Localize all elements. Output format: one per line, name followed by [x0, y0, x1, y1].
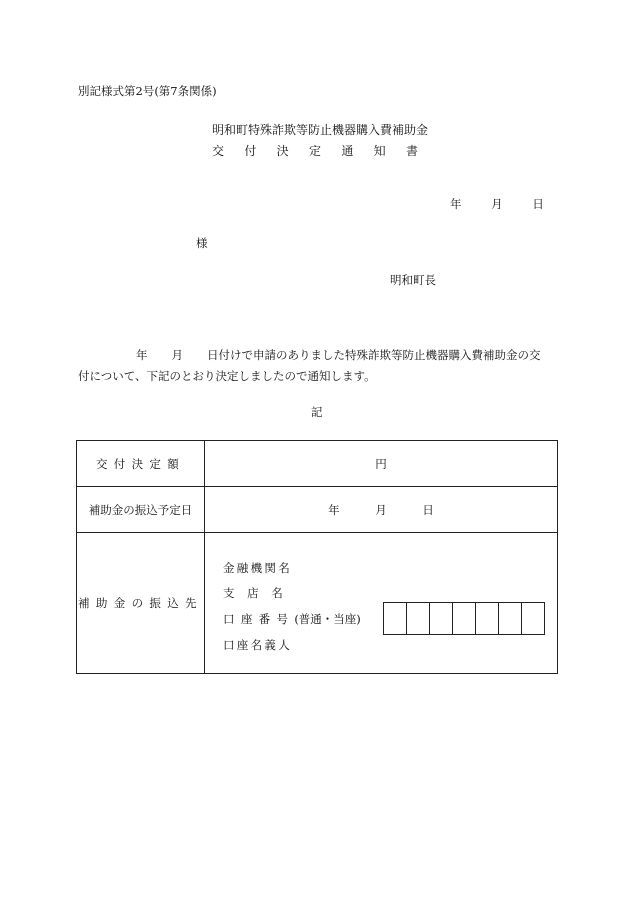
- issue-date-day: 日: [532, 197, 544, 211]
- amount-unit: 円: [375, 456, 387, 471]
- title-char: 通: [341, 144, 354, 158]
- account-digit-box[interactable]: [521, 602, 545, 635]
- table-row: [77, 487, 558, 533]
- body-text-line2: 付について、下記のとおり決定しましたので通知します。: [78, 369, 376, 383]
- account-number-label: 口座番号(普通・当座): [223, 612, 361, 626]
- record-heading: 記: [311, 405, 323, 419]
- table-row: [77, 441, 558, 487]
- decision-details-table: [76, 440, 558, 674]
- account-holder-label: 口座名義人: [223, 638, 292, 652]
- amount-label: 交付決定額: [95, 456, 186, 471]
- transfer-dest-cell: [205, 533, 558, 674]
- branch-label: 支店名: [223, 586, 296, 600]
- addressee-suffix: 様: [196, 236, 208, 250]
- issuer-name: 明和町長: [390, 273, 436, 287]
- amount-label-cell: [77, 441, 205, 487]
- title-char: 付: [244, 144, 257, 158]
- account-digit-box[interactable]: [406, 602, 430, 635]
- issue-date-month: 月: [491, 197, 503, 211]
- transfer-date-day: 日: [422, 502, 434, 517]
- account-type: (普通・当座): [294, 612, 361, 626]
- account-digit-box[interactable]: [452, 602, 476, 635]
- body-text-line1: [136, 350, 541, 362]
- transfer-dest-label-cell: [77, 533, 205, 674]
- table-row: [77, 533, 558, 674]
- bank-name-label: 金融機関名: [223, 561, 292, 575]
- account-digit-box[interactable]: [475, 602, 499, 635]
- document-title-line1: 明和町特殊詐欺等防止機器購入費補助金: [212, 123, 429, 137]
- account-number-boxes: [383, 602, 545, 635]
- form-number-label: 別記様式第2号(第7条関係): [78, 84, 217, 98]
- transfer-date-month: 月: [375, 502, 387, 517]
- body-line1-rest: 日付けで申請のありました特殊詐欺等防止機器購入費補助金の交: [207, 348, 541, 362]
- account-digit-box[interactable]: [383, 602, 407, 635]
- body-year: 年: [136, 348, 148, 362]
- transfer-dest-label: 補助金の振込先: [78, 596, 203, 610]
- transfer-date-year: 年: [328, 502, 340, 517]
- title-char: 決: [276, 144, 289, 158]
- transfer-date-label-cell: [77, 487, 205, 533]
- transfer-date-label: 補助金の振込予定日: [88, 502, 193, 517]
- document-title-line2: [212, 145, 418, 157]
- title-char: 書: [405, 144, 418, 158]
- issue-date: [450, 199, 570, 211]
- title-char: 交: [212, 144, 225, 158]
- account-digit-box[interactable]: [498, 602, 522, 635]
- title-char: 定: [308, 144, 321, 158]
- transfer-date-cell: [205, 487, 558, 533]
- title-char: 知: [373, 144, 386, 158]
- amount-value-cell: [205, 441, 558, 487]
- account-digit-box[interactable]: [429, 602, 453, 635]
- body-month: 月: [171, 348, 183, 362]
- issue-date-year: 年: [450, 197, 462, 211]
